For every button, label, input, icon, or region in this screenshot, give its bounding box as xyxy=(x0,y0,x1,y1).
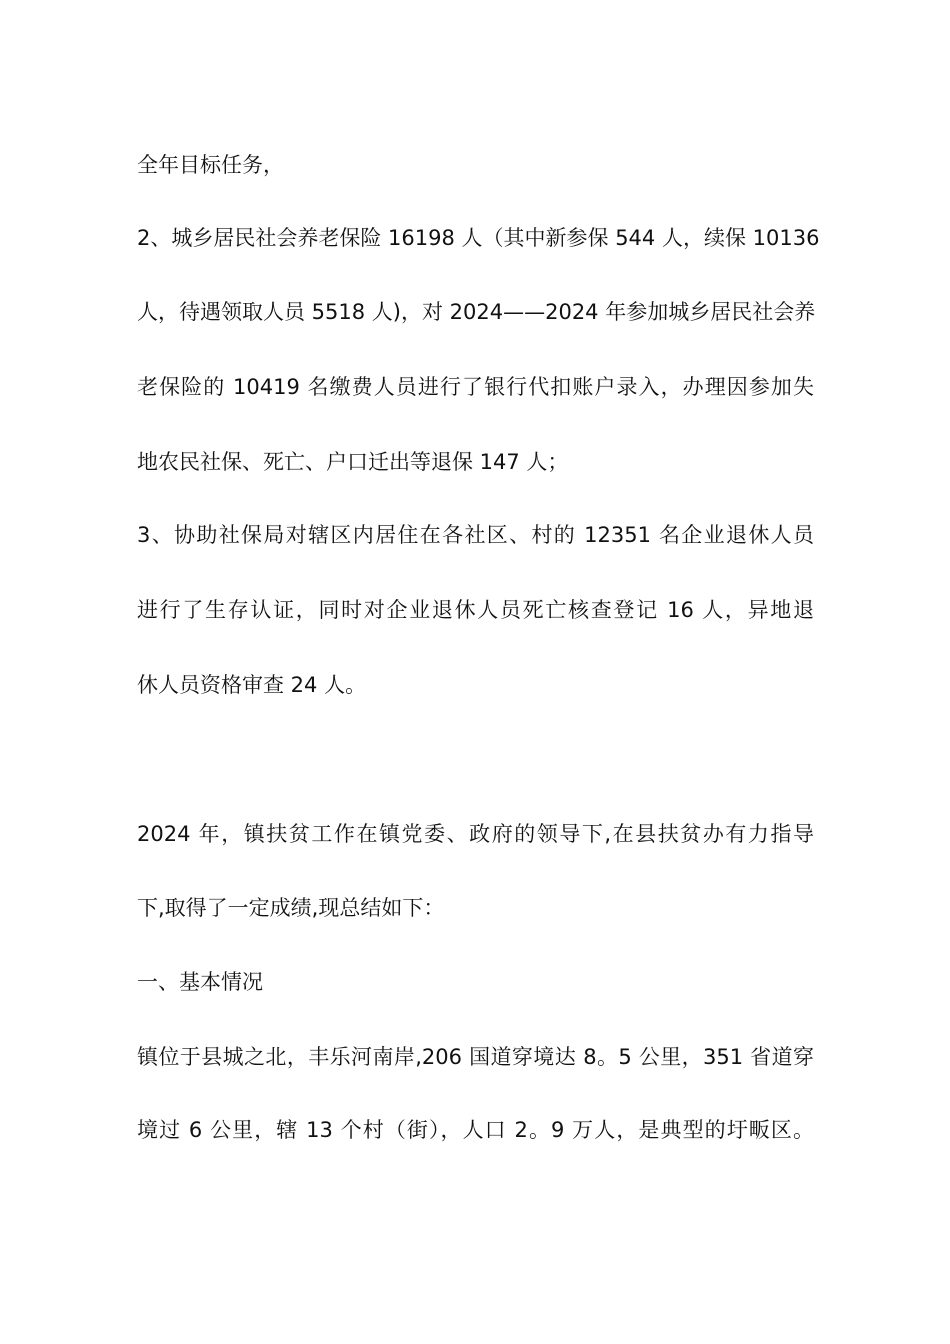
text-line-10: 下,取得了一定成绩,现总结如下： xyxy=(137,896,445,920)
text-line-8: 休人员资格审查 24 人。 xyxy=(137,673,367,697)
text-line-13: 境过 6 公里，辖 13 个村（街），人口 2。9 万人，是典型的圩畈区。 xyxy=(137,1118,814,1142)
section-heading: 一、基本情况 xyxy=(137,970,263,994)
text-line-5: 地农民社保、死亡、户口迁出等退保 147 人； xyxy=(137,450,569,474)
text-line-2: 2、城乡居民社会养老保险 16198 人（其中新参保 544 人，续保 10136 xyxy=(137,226,820,250)
text-line-6: 3、协助社保局对辖区内居住在各社区、村的 12351 名企业退休人员 xyxy=(137,523,814,547)
text-line-3: 人，待遇领取人员 5518 人)，对 2024——2024 年参加城乡居民社会养 xyxy=(137,300,816,324)
text-line-7: 进行了生存认证，同时对企业退休人员死亡核查登记 16 人，异地退 xyxy=(137,598,814,622)
text-line-4: 老保险的 10419 名缴费人员进行了银行代扣账户录入，办理因参加失 xyxy=(137,375,814,399)
text-line-12: 镇位于县城之北，丰乐河南岸,206 国道穿境达 8。5 公里，351 省道穿 xyxy=(137,1045,814,1069)
text-line-1: 全年目标任务， xyxy=(137,153,284,177)
text-line-9: 2024 年，镇扶贫工作在镇党委、政府的领导下,在县扶贫办有力指导 xyxy=(137,822,814,846)
